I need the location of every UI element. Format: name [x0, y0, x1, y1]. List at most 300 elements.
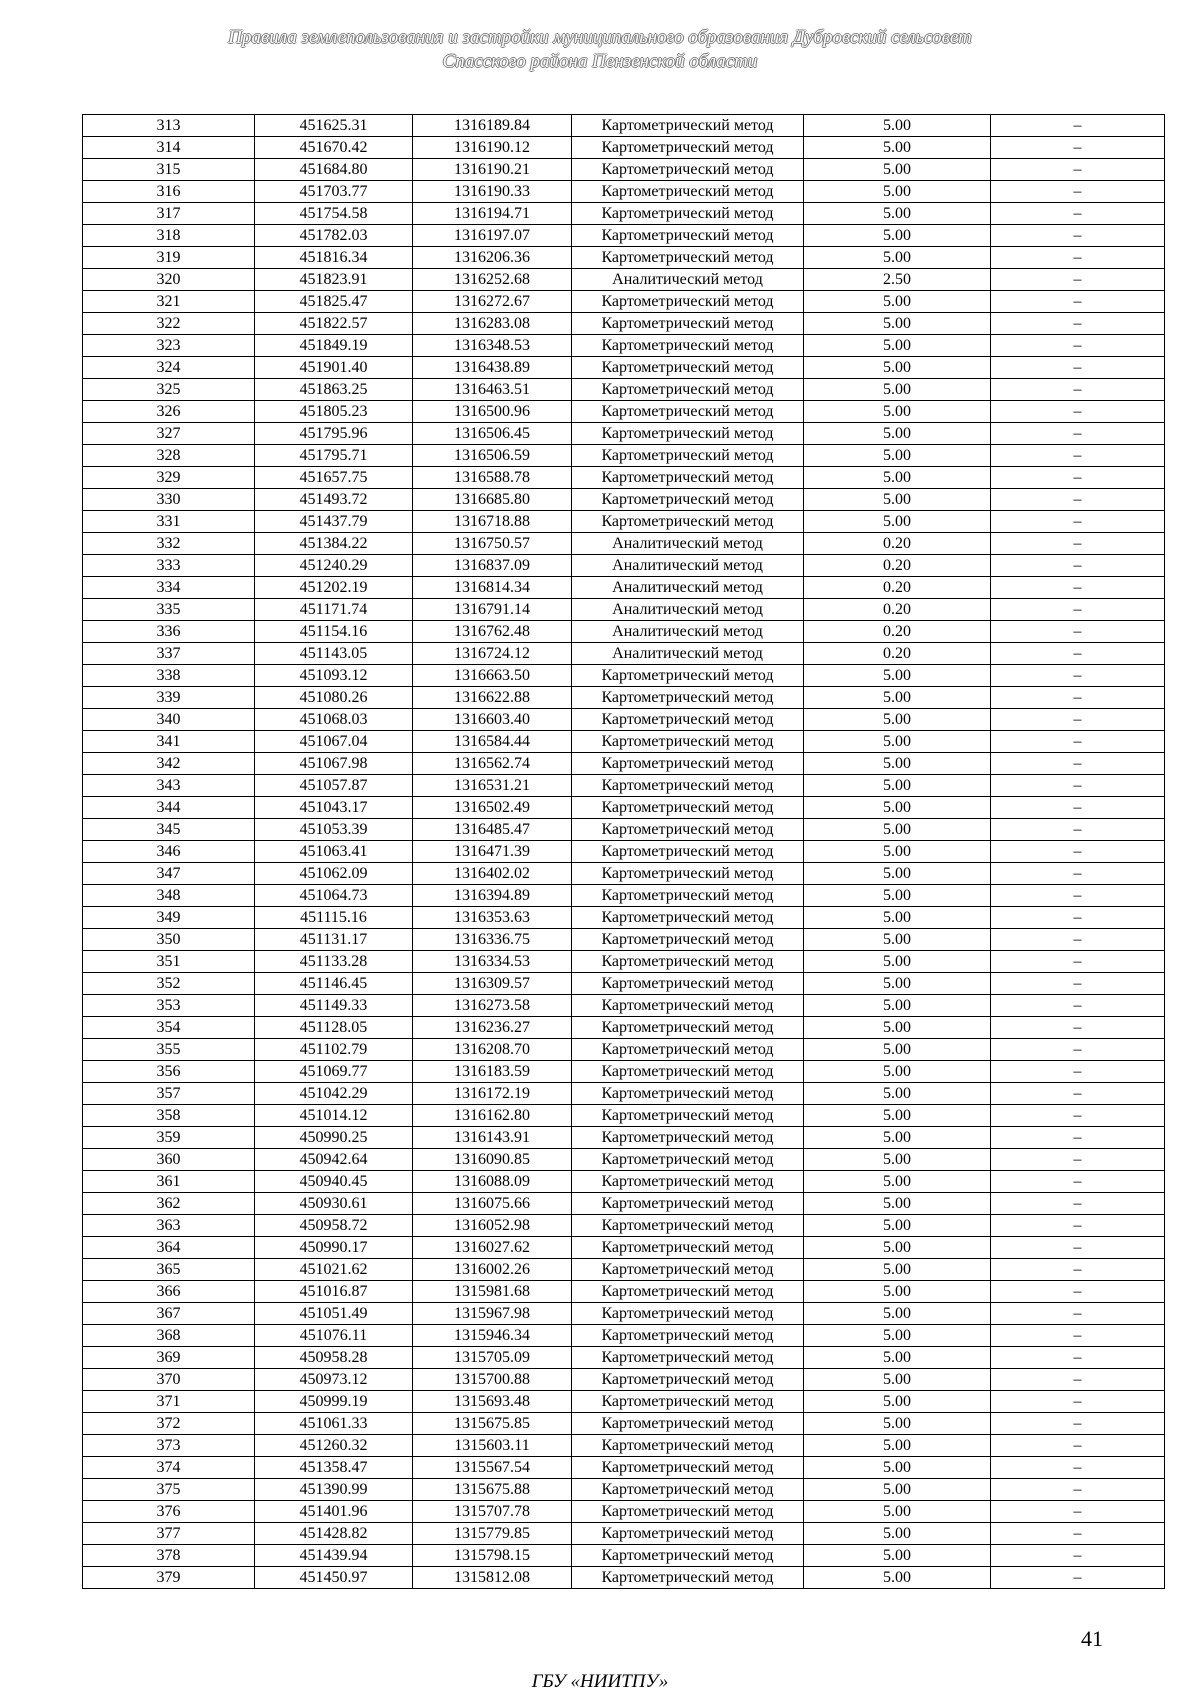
accuracy-cell: 5.00 [804, 1303, 991, 1325]
point-number-cell: 313 [83, 115, 255, 137]
method-cell: Картометрический метод [572, 863, 804, 885]
note-cell: – [991, 511, 1165, 533]
x-coordinate-cell: 451115.16 [255, 907, 413, 929]
table-row [83, 709, 1165, 731]
point-number-cell: 377 [83, 1523, 255, 1545]
table-row [83, 489, 1165, 511]
y-coordinate-cell: 1316252.68 [413, 269, 572, 291]
note-cell: – [991, 1171, 1165, 1193]
y-coordinate-cell: 1316334.53 [413, 951, 572, 973]
table-row [83, 1347, 1165, 1369]
x-coordinate-cell: 451014.12 [255, 1105, 413, 1127]
method-cell: Картометрический метод [572, 1501, 804, 1523]
accuracy-cell: 5.00 [804, 467, 991, 489]
method-cell: Картометрический метод [572, 1061, 804, 1083]
y-coordinate-cell: 1316273.58 [413, 995, 572, 1017]
point-number-cell: 328 [83, 445, 255, 467]
x-coordinate-cell: 451053.39 [255, 819, 413, 841]
y-coordinate-cell: 1316814.34 [413, 577, 572, 599]
x-coordinate-cell: 451358.47 [255, 1457, 413, 1479]
point-number-cell: 331 [83, 511, 255, 533]
y-coordinate-cell: 1315707.78 [413, 1501, 572, 1523]
table-row [83, 1259, 1165, 1281]
accuracy-cell: 5.00 [804, 137, 991, 159]
y-coordinate-cell: 1316562.74 [413, 753, 572, 775]
note-cell: – [991, 489, 1165, 511]
table-row [83, 1171, 1165, 1193]
note-cell: – [991, 819, 1165, 841]
method-cell: Картометрический метод [572, 929, 804, 951]
x-coordinate-cell: 451684.80 [255, 159, 413, 181]
point-number-cell: 358 [83, 1105, 255, 1127]
y-coordinate-cell: 1316194.71 [413, 203, 572, 225]
y-coordinate-cell: 1315700.88 [413, 1369, 572, 1391]
method-cell: Картометрический метод [572, 1457, 804, 1479]
accuracy-cell: 5.00 [804, 1391, 991, 1413]
point-number-cell: 315 [83, 159, 255, 181]
x-coordinate-cell: 451149.33 [255, 995, 413, 1017]
table-row [83, 1369, 1165, 1391]
method-cell: Аналитический метод [572, 555, 804, 577]
method-cell: Картометрический метод [572, 335, 804, 357]
y-coordinate-cell: 1316663.50 [413, 665, 572, 687]
note-cell: – [991, 1281, 1165, 1303]
note-cell: – [991, 313, 1165, 335]
accuracy-cell: 5.00 [804, 1017, 991, 1039]
y-coordinate-cell: 1316190.33 [413, 181, 572, 203]
x-coordinate-cell: 451390.99 [255, 1479, 413, 1501]
y-coordinate-cell: 1316685.80 [413, 489, 572, 511]
table-row [83, 555, 1165, 577]
note-cell: – [991, 709, 1165, 731]
table-row [83, 467, 1165, 489]
method-cell: Аналитический метод [572, 599, 804, 621]
point-number-cell: 368 [83, 1325, 255, 1347]
point-number-cell: 349 [83, 907, 255, 929]
y-coordinate-cell: 1316052.98 [413, 1215, 572, 1237]
table-row [83, 1237, 1165, 1259]
x-coordinate-cell: 450942.64 [255, 1149, 413, 1171]
y-coordinate-cell: 1316208.70 [413, 1039, 572, 1061]
accuracy-cell: 5.00 [804, 797, 991, 819]
point-number-cell: 362 [83, 1193, 255, 1215]
table-row [83, 951, 1165, 973]
method-cell: Картометрический метод [572, 1039, 804, 1061]
y-coordinate-cell: 1316750.57 [413, 533, 572, 555]
point-number-cell: 357 [83, 1083, 255, 1105]
accuracy-cell: 5.00 [804, 1435, 991, 1457]
table-row [83, 907, 1165, 929]
y-coordinate-cell: 1315567.54 [413, 1457, 572, 1479]
table-row [83, 665, 1165, 687]
table-row [83, 115, 1165, 137]
table-row [83, 863, 1165, 885]
y-coordinate-cell: 1316718.88 [413, 511, 572, 533]
accuracy-cell: 5.00 [804, 885, 991, 907]
note-cell: – [991, 445, 1165, 467]
table-row [83, 445, 1165, 467]
x-coordinate-cell: 451816.34 [255, 247, 413, 269]
method-cell: Картометрический метод [572, 115, 804, 137]
method-cell: Картометрический метод [572, 423, 804, 445]
note-cell: – [991, 1215, 1165, 1237]
point-number-cell: 339 [83, 687, 255, 709]
method-cell: Картометрический метод [572, 1281, 804, 1303]
x-coordinate-cell: 451823.91 [255, 269, 413, 291]
y-coordinate-cell: 1316471.39 [413, 841, 572, 863]
method-cell: Картометрический метод [572, 907, 804, 929]
accuracy-cell: 5.00 [804, 731, 991, 753]
y-coordinate-cell: 1316190.12 [413, 137, 572, 159]
y-coordinate-cell: 1316336.75 [413, 929, 572, 951]
table-row [83, 621, 1165, 643]
x-coordinate-cell: 451064.73 [255, 885, 413, 907]
y-coordinate-cell: 1316463.51 [413, 379, 572, 401]
y-coordinate-cell: 1315981.68 [413, 1281, 572, 1303]
table-row [83, 1435, 1165, 1457]
point-number-cell: 356 [83, 1061, 255, 1083]
method-cell: Картометрический метод [572, 159, 804, 181]
x-coordinate-cell: 451795.96 [255, 423, 413, 445]
x-coordinate-cell: 451240.29 [255, 555, 413, 577]
x-coordinate-cell: 451061.33 [255, 1413, 413, 1435]
y-coordinate-cell: 1316724.12 [413, 643, 572, 665]
point-number-cell: 333 [83, 555, 255, 577]
x-coordinate-cell: 451825.47 [255, 291, 413, 313]
method-cell: Картометрический метод [572, 1413, 804, 1435]
x-coordinate-cell: 451657.75 [255, 467, 413, 489]
header-line-1: Правила землепользования и застройки муниципального образования Дубровский сельсовет [228, 27, 972, 48]
table-row [83, 1017, 1165, 1039]
x-coordinate-cell: 451128.05 [255, 1017, 413, 1039]
table-row [83, 819, 1165, 841]
note-cell: – [991, 797, 1165, 819]
x-coordinate-cell: 451439.94 [255, 1545, 413, 1567]
table-row [83, 269, 1165, 291]
x-coordinate-cell: 451202.19 [255, 577, 413, 599]
point-number-cell: 322 [83, 313, 255, 335]
method-cell: Картометрический метод [572, 775, 804, 797]
accuracy-cell: 5.00 [804, 1347, 991, 1369]
method-cell: Картометрический метод [572, 489, 804, 511]
x-coordinate-cell: 451069.77 [255, 1061, 413, 1083]
point-number-cell: 336 [83, 621, 255, 643]
x-coordinate-cell: 451043.17 [255, 797, 413, 819]
point-number-cell: 323 [83, 335, 255, 357]
note-cell: – [991, 1435, 1165, 1457]
y-coordinate-cell: 1316791.14 [413, 599, 572, 621]
table-row [83, 1545, 1165, 1567]
point-number-cell: 347 [83, 863, 255, 885]
x-coordinate-cell: 451042.29 [255, 1083, 413, 1105]
table-row [83, 1105, 1165, 1127]
point-number-cell: 350 [83, 929, 255, 951]
accuracy-cell: 5.00 [804, 665, 991, 687]
note-cell: – [991, 335, 1165, 357]
table-row [83, 1127, 1165, 1149]
method-cell: Картометрический метод [572, 511, 804, 533]
method-cell: Картометрический метод [572, 445, 804, 467]
table-row [83, 1325, 1165, 1347]
accuracy-cell: 0.20 [804, 621, 991, 643]
x-coordinate-cell: 451863.25 [255, 379, 413, 401]
x-coordinate-cell: 451154.16 [255, 621, 413, 643]
note-cell: – [991, 687, 1165, 709]
note-cell: – [991, 621, 1165, 643]
x-coordinate-cell: 451146.45 [255, 973, 413, 995]
accuracy-cell: 5.00 [804, 863, 991, 885]
accuracy-cell: 5.00 [804, 819, 991, 841]
note-cell: – [991, 863, 1165, 885]
note-cell: – [991, 1105, 1165, 1127]
table-row [83, 1413, 1165, 1435]
method-cell: Картометрический метод [572, 1523, 804, 1545]
note-cell: – [991, 269, 1165, 291]
x-coordinate-cell: 451051.49 [255, 1303, 413, 1325]
note-cell: – [991, 225, 1165, 247]
note-cell: – [991, 665, 1165, 687]
x-coordinate-cell: 450990.25 [255, 1127, 413, 1149]
note-cell: – [991, 1567, 1165, 1589]
accuracy-cell: 5.00 [804, 907, 991, 929]
point-number-cell: 364 [83, 1237, 255, 1259]
x-coordinate-cell: 451131.17 [255, 929, 413, 951]
point-number-cell: 372 [83, 1413, 255, 1435]
table-row [83, 775, 1165, 797]
table-row [83, 797, 1165, 819]
method-cell: Картометрический метод [572, 885, 804, 907]
table-row [83, 973, 1165, 995]
point-number-cell: 366 [83, 1281, 255, 1303]
x-coordinate-cell: 451493.72 [255, 489, 413, 511]
note-cell: – [991, 1149, 1165, 1171]
point-number-cell: 355 [83, 1039, 255, 1061]
accuracy-cell: 5.00 [804, 1127, 991, 1149]
method-cell: Картометрический метод [572, 291, 804, 313]
document-header [0, 26, 1200, 74]
accuracy-cell: 5.00 [804, 1215, 991, 1237]
x-coordinate-cell: 451133.28 [255, 951, 413, 973]
note-cell: – [991, 599, 1165, 621]
point-number-cell: 337 [83, 643, 255, 665]
table-row [83, 247, 1165, 269]
table-row [83, 1061, 1165, 1083]
note-cell: – [991, 1457, 1165, 1479]
accuracy-cell: 5.00 [804, 1149, 991, 1171]
point-number-cell: 334 [83, 577, 255, 599]
note-cell: – [991, 753, 1165, 775]
table-row [83, 1083, 1165, 1105]
table-row [83, 1281, 1165, 1303]
table-row [83, 137, 1165, 159]
note-cell: – [991, 1017, 1165, 1039]
point-number-cell: 329 [83, 467, 255, 489]
x-coordinate-cell: 451703.77 [255, 181, 413, 203]
table-row [83, 995, 1165, 1017]
y-coordinate-cell: 1316603.40 [413, 709, 572, 731]
point-number-cell: 367 [83, 1303, 255, 1325]
x-coordinate-cell: 450999.19 [255, 1391, 413, 1413]
accuracy-cell: 5.00 [804, 841, 991, 863]
table-row [83, 379, 1165, 401]
y-coordinate-cell: 1315603.11 [413, 1435, 572, 1457]
coordinates-table [82, 114, 1165, 1589]
y-coordinate-cell: 1316172.19 [413, 1083, 572, 1105]
note-cell: – [991, 357, 1165, 379]
method-cell: Картометрический метод [572, 1325, 804, 1347]
method-cell: Картометрический метод [572, 357, 804, 379]
method-cell: Аналитический метод [572, 269, 804, 291]
y-coordinate-cell: 1316837.09 [413, 555, 572, 577]
x-coordinate-cell: 451016.87 [255, 1281, 413, 1303]
table-row [83, 753, 1165, 775]
note-cell: – [991, 115, 1165, 137]
page-number: 41 [1081, 1626, 1103, 1651]
x-coordinate-cell: 451428.82 [255, 1523, 413, 1545]
table-row [83, 577, 1165, 599]
method-cell: Картометрический метод [572, 1215, 804, 1237]
point-number-cell: 376 [83, 1501, 255, 1523]
y-coordinate-cell: 1316402.02 [413, 863, 572, 885]
method-cell: Аналитический метод [572, 621, 804, 643]
accuracy-cell: 5.00 [804, 1369, 991, 1391]
method-cell: Картометрический метод [572, 1391, 804, 1413]
table-row [83, 1193, 1165, 1215]
note-cell: – [991, 973, 1165, 995]
method-cell: Картометрический метод [572, 181, 804, 203]
accuracy-cell: 5.00 [804, 1523, 991, 1545]
y-coordinate-cell: 1315812.08 [413, 1567, 572, 1589]
accuracy-cell: 5.00 [804, 753, 991, 775]
point-number-cell: 353 [83, 995, 255, 1017]
method-cell: Аналитический метод [572, 577, 804, 599]
accuracy-cell: 5.00 [804, 489, 991, 511]
note-cell: – [991, 885, 1165, 907]
table-row [83, 511, 1165, 533]
accuracy-cell: 5.00 [804, 159, 991, 181]
table-row [83, 1039, 1165, 1061]
note-cell: – [991, 1061, 1165, 1083]
footer-organization: ГБУ «НИИТПУ» [531, 1671, 669, 1692]
method-cell: Картометрический метод [572, 1149, 804, 1171]
note-cell: – [991, 159, 1165, 181]
note-cell: – [991, 203, 1165, 225]
table-row [83, 1501, 1165, 1523]
point-number-cell: 324 [83, 357, 255, 379]
table-row [83, 533, 1165, 555]
method-cell: Картометрический метод [572, 1237, 804, 1259]
note-cell: – [991, 379, 1165, 401]
note-cell: – [991, 1083, 1165, 1105]
note-cell: – [991, 247, 1165, 269]
accuracy-cell: 0.20 [804, 533, 991, 555]
method-cell: Картометрический метод [572, 797, 804, 819]
note-cell: – [991, 1193, 1165, 1215]
x-coordinate-cell: 451102.79 [255, 1039, 413, 1061]
accuracy-cell: 5.00 [804, 1259, 991, 1281]
y-coordinate-cell: 1316348.53 [413, 335, 572, 357]
x-coordinate-cell: 451384.22 [255, 533, 413, 555]
method-cell: Картометрический метод [572, 819, 804, 841]
x-coordinate-cell: 451080.26 [255, 687, 413, 709]
y-coordinate-cell: 1316143.91 [413, 1127, 572, 1149]
x-coordinate-cell: 451670.42 [255, 137, 413, 159]
accuracy-cell: 5.00 [804, 1105, 991, 1127]
x-coordinate-cell: 450973.12 [255, 1369, 413, 1391]
method-cell: Аналитический метод [572, 643, 804, 665]
note-cell: – [991, 841, 1165, 863]
y-coordinate-cell: 1316090.85 [413, 1149, 572, 1171]
method-cell: Картометрический метод [572, 137, 804, 159]
accuracy-cell: 2.50 [804, 269, 991, 291]
note-cell: – [991, 643, 1165, 665]
point-number-cell: 318 [83, 225, 255, 247]
accuracy-cell: 5.00 [804, 313, 991, 335]
y-coordinate-cell: 1316500.96 [413, 401, 572, 423]
x-coordinate-cell: 451625.31 [255, 115, 413, 137]
x-coordinate-cell: 450990.17 [255, 1237, 413, 1259]
accuracy-cell: 5.00 [804, 511, 991, 533]
y-coordinate-cell: 1316506.45 [413, 423, 572, 445]
table-row [83, 357, 1165, 379]
point-number-cell: 335 [83, 599, 255, 621]
point-number-cell: 359 [83, 1127, 255, 1149]
x-coordinate-cell: 450930.61 [255, 1193, 413, 1215]
y-coordinate-cell: 1316584.44 [413, 731, 572, 753]
table-row [83, 1215, 1165, 1237]
point-number-cell: 345 [83, 819, 255, 841]
y-coordinate-cell: 1316506.59 [413, 445, 572, 467]
point-number-cell: 320 [83, 269, 255, 291]
accuracy-cell: 5.00 [804, 1413, 991, 1435]
note-cell: – [991, 1347, 1165, 1369]
y-coordinate-cell: 1316502.49 [413, 797, 572, 819]
point-number-cell: 326 [83, 401, 255, 423]
method-cell: Картометрический метод [572, 1193, 804, 1215]
x-coordinate-cell: 451062.09 [255, 863, 413, 885]
table-row [83, 159, 1165, 181]
accuracy-cell: 5.00 [804, 203, 991, 225]
accuracy-cell: 5.00 [804, 1039, 991, 1061]
accuracy-cell: 5.00 [804, 929, 991, 951]
method-cell: Картометрический метод [572, 951, 804, 973]
method-cell: Картометрический метод [572, 1127, 804, 1149]
accuracy-cell: 5.00 [804, 423, 991, 445]
table-row [83, 643, 1165, 665]
accuracy-cell: 5.00 [804, 1061, 991, 1083]
point-number-cell: 361 [83, 1171, 255, 1193]
x-coordinate-cell: 450958.28 [255, 1347, 413, 1369]
x-coordinate-cell: 451795.71 [255, 445, 413, 467]
table-row [83, 599, 1165, 621]
accuracy-cell: 5.00 [804, 247, 991, 269]
point-number-cell: 317 [83, 203, 255, 225]
accuracy-cell: 5.00 [804, 1501, 991, 1523]
y-coordinate-cell: 1316531.21 [413, 775, 572, 797]
x-coordinate-cell: 451067.04 [255, 731, 413, 753]
x-coordinate-cell: 451782.03 [255, 225, 413, 247]
method-cell: Картометрический метод [572, 1083, 804, 1105]
note-cell: – [991, 555, 1165, 577]
accuracy-cell: 5.00 [804, 1237, 991, 1259]
y-coordinate-cell: 1316162.80 [413, 1105, 572, 1127]
note-cell: – [991, 181, 1165, 203]
x-coordinate-cell: 451143.05 [255, 643, 413, 665]
accuracy-cell: 5.00 [804, 291, 991, 313]
accuracy-cell: 5.00 [804, 181, 991, 203]
note-cell: – [991, 1237, 1165, 1259]
table-row [83, 225, 1165, 247]
